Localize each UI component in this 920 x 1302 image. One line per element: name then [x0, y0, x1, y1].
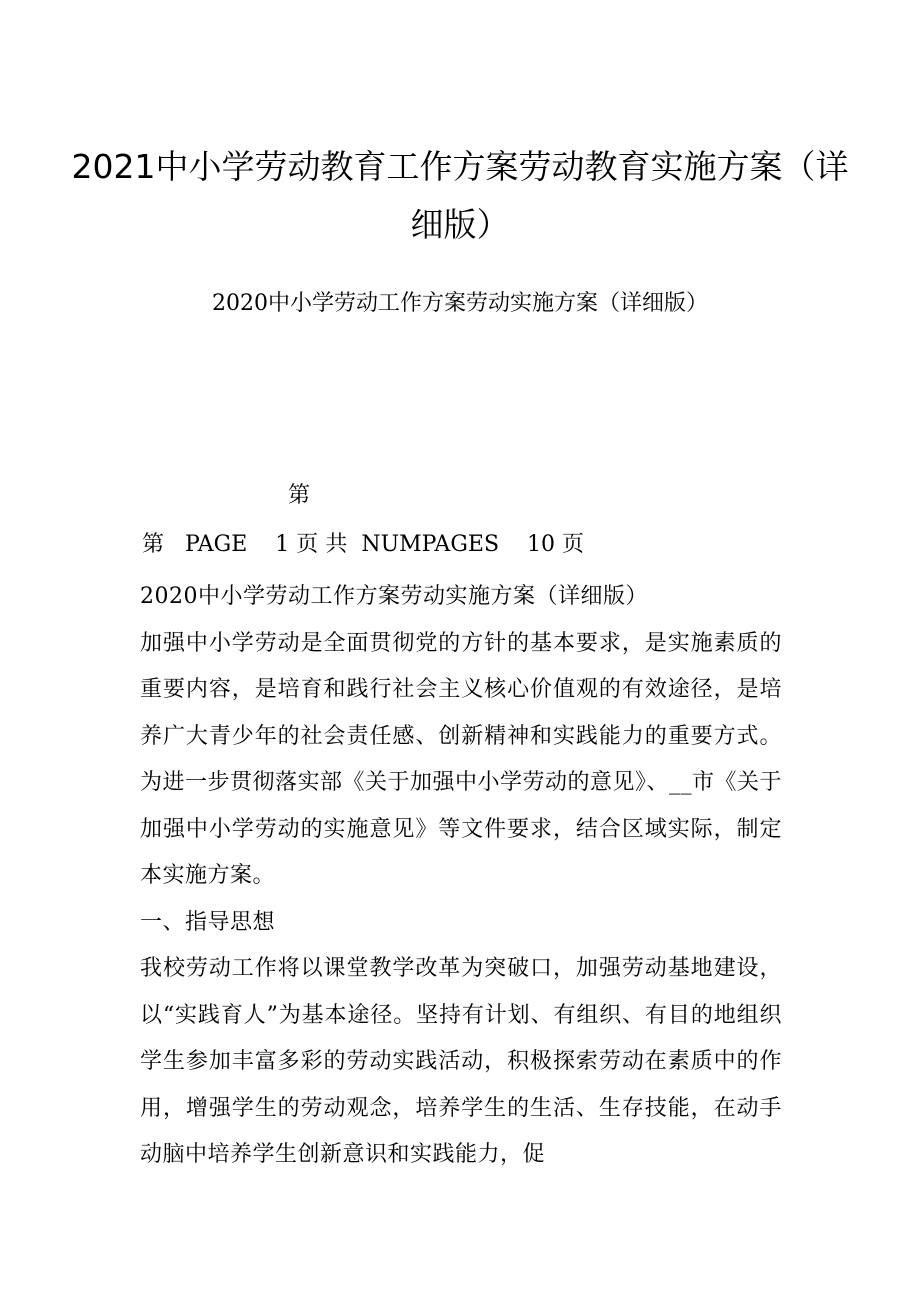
total-field-number: 10 — [527, 532, 556, 557]
page-field-code: PAGE — [185, 532, 248, 557]
total-field-unit: 页 — [562, 532, 585, 557]
document-body — [140, 574, 782, 1179]
page-number-field — [142, 527, 584, 563]
page-field-label: 第 — [288, 483, 311, 508]
body-paragraph-heading: 2020中小学劳动工作方案劳动实施方案（详细版） — [140, 584, 648, 609]
page-field-number: 1 — [275, 532, 290, 557]
total-field-code: NUMPAGES — [361, 532, 500, 557]
page-field-prefix: 第 — [142, 532, 165, 557]
body-paragraph-intro: 加强中小学劳动是全面贯彻党的方针的基本要求，是实施素质的重要内容，是培育和践行社会主义核心价值观的有效途径，是培养广大青少年的社会责任感、创新精神和实践能力的重要方式。为进一步贯彻落实部《关于加强中小学劳动的意见》、__市《关于加强中小学劳动的实施意见》等文件要求，结合区域实际，制定本实施方案。 — [140, 630, 783, 888]
document-subtitle: 2020中小学劳动工作方案劳动实施方案（详细版） — [212, 291, 708, 316]
page-field-unit: 页 — [296, 532, 319, 557]
section-heading-guiding-ideology: 一、指导思想 — [140, 909, 276, 935]
body-paragraph-guiding-ideology: 我校劳动工作将以课堂教学改革为突破口，加强劳动基地建设，以“实践育人”为基本途径。坚持有计划、有组织、有目的地组织学生参加丰富多彩的劳动实践活动，积极探索劳动在素质中的作用，增强学生的劳动观念，培养学生的生活、生存技能，在动手动脑中培养学生创新意识和实践能力，促 — [140, 956, 782, 1167]
document-title: 2021中小学劳动教育工作方案劳动教育实施方案（详细版） — [71, 147, 849, 244]
total-field-word: 共 — [325, 532, 348, 557]
